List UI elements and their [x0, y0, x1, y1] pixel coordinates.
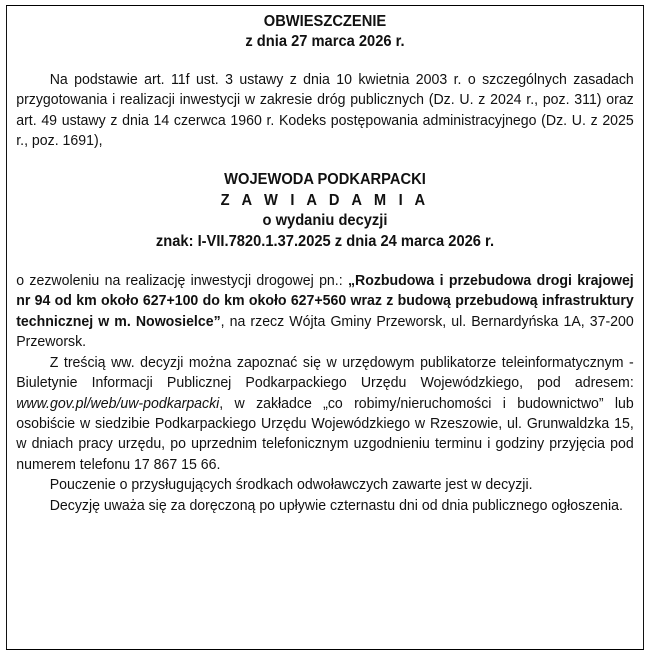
notice-date: z dnia 27 marca 2026 r.	[245, 33, 405, 51]
decision-subject: o wydaniu decyzji	[262, 212, 388, 230]
public-notice	[6, 5, 644, 650]
access-text-before: Z treścią ww. decyzji można zapoznać się w urzędowym publikatorze teleinformatycznym - Biuletynie Informacji Publicznej Podkarpackiego Urzędu Wojewódzkiego, pod adresem:	[16, 353, 634, 392]
access-paragraph	[16, 353, 634, 475]
authority-action: Z A W I A D A M I A	[220, 191, 430, 209]
authority-name: WOJEWODA PODKARPACKI	[224, 171, 426, 189]
delivery-paragraph: Decyzję uważa się za doręczoną po upływie czternastu dni od dnia publicznego ogłoszenia.	[49, 496, 623, 514]
investment-name: „Rozbudowa i przebudowa drogi krajowej nr 94 od km około 627+100 do km około 627+560 wraz z budową przebudową infrastruktury technicznej w m. Nowosielce”	[16, 272, 634, 330]
decision-beneficiary: , na rzecz Wójta Gminy Przeworsk, ul. Bernardyńska 1A, 37-200 Przeworsk.	[16, 312, 634, 351]
access-text-after: , w zakładce „co robimy/nieruchomości i budownictwo” lub osobiście w siedzibie Podkarpackiego Urzędu Wojewódzkiego w Rzeszowie, ul. Grunwaldzka 15, w dniach pracy urzędu, po uprzednim telefonicznym uzgodnieniu terminu i godziny przyjęcia pod numerem telefonu 17 867 15 66.	[16, 394, 634, 473]
notice-title: OBWIESZCZENIE	[263, 13, 387, 30]
legal-basis-paragraph: Na podstawie art. 11f ust. 3 ustawy z dnia 10 kwietnia 2003 r. o szczególnych zasadach przygotowania i realizacji inwestycji w zakresie dróg publicznych (Dz. U. z 2024 r., poz. 311) oraz art. 49 ustawy z dnia 14 czerwca 1960 r. Kodeks postępowania administracyjnego (Dz. U. z 2025 r., poz. 1691),	[16, 70, 634, 150]
decision-paragraph	[16, 271, 634, 353]
appeal-paragraph: Pouczenie o przysługujących środkach odwoławczych zawarte jest w decyzji.	[49, 476, 533, 494]
bip-url: www.gov.pl/web/uw-podkarpacki	[16, 394, 220, 412]
decision-reference: znak: I-VII.7820.1.37.2025 z dnia 24 marca 2026 r.	[155, 232, 495, 250]
decision-intro: o zezwoleniu na realizację inwestycji drogowej pn.:	[16, 272, 348, 290]
